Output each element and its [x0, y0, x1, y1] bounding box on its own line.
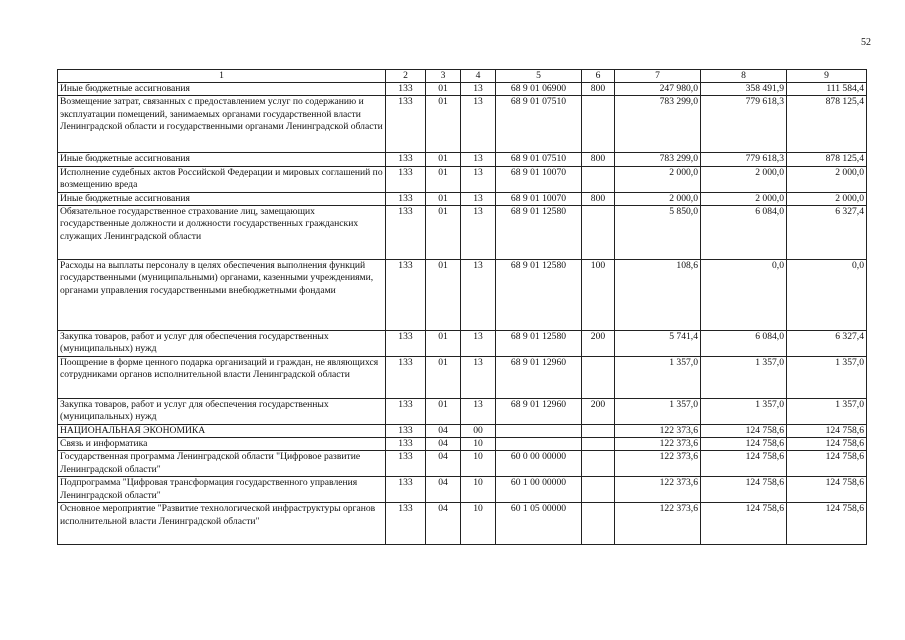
cell-y1: 1 357,0 [615, 356, 701, 398]
table-body [58, 83, 867, 545]
table-row [58, 206, 867, 260]
cell-rz: 01 [426, 398, 461, 424]
cell-y1: 2 000,0 [615, 166, 701, 192]
table-row [58, 477, 867, 503]
cell-csr: 60 1 00 00000 [496, 477, 582, 503]
cell-csr [496, 438, 582, 451]
cell-y3: 6 327,4 [787, 331, 867, 357]
cell-rz: 04 [426, 438, 461, 451]
column-header: 4 [461, 70, 496, 83]
cell-vr: 100 [582, 260, 615, 331]
table-row [58, 438, 867, 451]
table-row [58, 166, 867, 192]
cell-rz: 04 [426, 451, 461, 477]
cell-grbs: 133 [386, 398, 426, 424]
cell-y3: 111 584,4 [787, 83, 867, 96]
cell-vr: 800 [582, 83, 615, 96]
cell-vr [582, 166, 615, 192]
cell-csr: 68 9 01 12580 [496, 331, 582, 357]
cell-y2: 6 084,0 [701, 206, 787, 260]
cell-y1: 122 373,6 [615, 451, 701, 477]
cell-y1: 1 357,0 [615, 398, 701, 424]
cell-pr: 10 [461, 503, 496, 545]
cell-y2: 0,0 [701, 260, 787, 331]
cell-y3: 2 000,0 [787, 166, 867, 192]
cell-name: Обязательное государственное страхование лиц, замещающих государственные должности и должности государственных гражданских служащих Ленинградской области [58, 206, 386, 260]
cell-name: Связь и информатика [58, 438, 386, 451]
cell-vr [582, 438, 615, 451]
cell-pr: 10 [461, 438, 496, 451]
cell-pr: 13 [461, 206, 496, 260]
cell-vr [582, 451, 615, 477]
cell-y1: 783 299,0 [615, 96, 701, 153]
cell-csr: 68 9 01 07510 [496, 153, 582, 166]
cell-vr [582, 356, 615, 398]
cell-vr [582, 477, 615, 503]
table-row [58, 503, 867, 545]
cell-pr: 10 [461, 451, 496, 477]
cell-pr: 10 [461, 477, 496, 503]
cell-y1: 122 373,6 [615, 438, 701, 451]
cell-y2: 2 000,0 [701, 166, 787, 192]
cell-vr [582, 503, 615, 545]
budget-table [57, 69, 867, 545]
table-row [58, 83, 867, 96]
table-row [58, 398, 867, 424]
table-row [58, 260, 867, 331]
cell-y2: 2 000,0 [701, 192, 787, 205]
cell-y1: 783 299,0 [615, 153, 701, 166]
cell-y1: 5 741,4 [615, 331, 701, 357]
cell-name: Иные бюджетные ассигнования [58, 192, 386, 205]
table-row [58, 96, 867, 153]
column-header: 7 [615, 70, 701, 83]
cell-y3: 1 357,0 [787, 356, 867, 398]
cell-grbs: 133 [386, 166, 426, 192]
cell-y3: 124 758,6 [787, 438, 867, 451]
cell-vr [582, 96, 615, 153]
cell-name: Основное мероприятие "Развитие технологической инфраструктуры органов исполнительной власти Ленинградской области" [58, 503, 386, 545]
cell-csr: 60 0 00 00000 [496, 451, 582, 477]
cell-grbs: 133 [386, 153, 426, 166]
column-header: 9 [787, 70, 867, 83]
cell-pr: 13 [461, 398, 496, 424]
cell-name: Закупка товаров, работ и услуг для обеспечения государственных (муниципальных) нужд [58, 331, 386, 357]
cell-grbs: 133 [386, 96, 426, 153]
cell-vr: 800 [582, 153, 615, 166]
cell-rz: 01 [426, 331, 461, 357]
cell-rz: 01 [426, 166, 461, 192]
cell-y1: 122 373,6 [615, 503, 701, 545]
cell-y2: 124 758,6 [701, 424, 787, 437]
cell-y2: 779 618,3 [701, 153, 787, 166]
cell-y3: 124 758,6 [787, 451, 867, 477]
cell-vr [582, 424, 615, 437]
cell-rz: 04 [426, 477, 461, 503]
cell-y3: 124 758,6 [787, 424, 867, 437]
cell-csr: 68 9 01 12580 [496, 206, 582, 260]
cell-csr: 68 9 01 12580 [496, 260, 582, 331]
cell-rz: 04 [426, 424, 461, 437]
cell-y2: 124 758,6 [701, 477, 787, 503]
cell-y3: 878 125,4 [787, 153, 867, 166]
cell-y1: 122 373,6 [615, 477, 701, 503]
cell-y1: 247 980,0 [615, 83, 701, 96]
cell-name: Исполнение судебных актов Российской Федерации и мировых соглашений по возмещению вреда [58, 166, 386, 192]
cell-csr: 68 9 01 12960 [496, 398, 582, 424]
cell-pr: 13 [461, 96, 496, 153]
cell-grbs: 133 [386, 192, 426, 205]
column-header: 1 [58, 70, 386, 83]
cell-name: Возмещение затрат, связанных с предоставлением услуг по содержанию и эксплуатации помещений, занимаемых органами государственной власти Ленинградской области и государственными органами Ленинградской области [58, 96, 386, 153]
cell-y2: 6 084,0 [701, 331, 787, 357]
cell-y3: 6 327,4 [787, 206, 867, 260]
column-header: 2 [386, 70, 426, 83]
cell-y2: 124 758,6 [701, 451, 787, 477]
cell-pr: 13 [461, 153, 496, 166]
cell-grbs: 133 [386, 503, 426, 545]
cell-grbs: 133 [386, 331, 426, 357]
cell-grbs: 133 [386, 260, 426, 331]
cell-grbs: 133 [386, 424, 426, 437]
cell-y3: 0,0 [787, 260, 867, 331]
cell-grbs: 133 [386, 83, 426, 96]
cell-rz: 04 [426, 503, 461, 545]
column-header: 6 [582, 70, 615, 83]
cell-csr [496, 424, 582, 437]
cell-csr: 68 9 01 10070 [496, 192, 582, 205]
table-row [58, 424, 867, 437]
cell-rz: 01 [426, 153, 461, 166]
cell-y2: 1 357,0 [701, 398, 787, 424]
cell-pr: 13 [461, 331, 496, 357]
column-header: 5 [496, 70, 582, 83]
cell-pr: 13 [461, 356, 496, 398]
cell-y3: 124 758,6 [787, 503, 867, 545]
cell-name: Расходы на выплаты персоналу в целях обеспечения выполнения функций государственными (муниципальными) органами, казенными учреждениями, органами управления государственными внебюджетными фондами [58, 260, 386, 331]
table-row [58, 356, 867, 398]
cell-grbs: 133 [386, 356, 426, 398]
page-number: 52 [861, 37, 871, 48]
cell-csr: 68 9 01 07510 [496, 96, 582, 153]
column-header: 8 [701, 70, 787, 83]
cell-pr: 13 [461, 260, 496, 331]
cell-vr: 200 [582, 398, 615, 424]
cell-y2: 124 758,6 [701, 438, 787, 451]
cell-y2: 124 758,6 [701, 503, 787, 545]
cell-grbs: 133 [386, 206, 426, 260]
cell-name: Иные бюджетные ассигнования [58, 83, 386, 96]
cell-y2: 358 491,9 [701, 83, 787, 96]
cell-y2: 779 618,3 [701, 96, 787, 153]
cell-vr: 200 [582, 331, 615, 357]
cell-rz: 01 [426, 96, 461, 153]
table-row [58, 451, 867, 477]
cell-vr: 800 [582, 192, 615, 205]
table-row [58, 331, 867, 357]
cell-grbs: 133 [386, 451, 426, 477]
cell-csr: 68 9 01 06900 [496, 83, 582, 96]
cell-rz: 01 [426, 260, 461, 331]
cell-pr: 13 [461, 192, 496, 205]
cell-grbs: 133 [386, 438, 426, 451]
header-row [58, 70, 867, 83]
cell-y1: 122 373,6 [615, 424, 701, 437]
cell-y1: 5 850,0 [615, 206, 701, 260]
cell-name: Государственная программа Ленинградской области "Цифровое развитие Ленинградской области" [58, 451, 386, 477]
cell-y1: 108,6 [615, 260, 701, 331]
cell-rz: 01 [426, 83, 461, 96]
cell-name: Подпрограмма "Цифровая трансформация государственного управления Ленинградской области" [58, 477, 386, 503]
cell-csr: 68 9 01 10070 [496, 166, 582, 192]
cell-pr: 13 [461, 83, 496, 96]
cell-pr: 00 [461, 424, 496, 437]
cell-y3: 2 000,0 [787, 192, 867, 205]
cell-name: Иные бюджетные ассигнования [58, 153, 386, 166]
cell-rz: 01 [426, 206, 461, 260]
column-header: 3 [426, 70, 461, 83]
cell-rz: 01 [426, 356, 461, 398]
cell-vr [582, 206, 615, 260]
cell-y3: 124 758,6 [787, 477, 867, 503]
cell-name: НАЦИОНАЛЬНАЯ ЭКОНОМИКА [58, 424, 386, 437]
table-row [58, 153, 867, 166]
cell-y2: 1 357,0 [701, 356, 787, 398]
cell-y3: 1 357,0 [787, 398, 867, 424]
cell-name: Закупка товаров, работ и услуг для обеспечения государственных (муниципальных) нужд [58, 398, 386, 424]
cell-pr: 13 [461, 166, 496, 192]
table-row [58, 192, 867, 205]
cell-rz: 01 [426, 192, 461, 205]
cell-grbs: 133 [386, 477, 426, 503]
cell-csr: 68 9 01 12960 [496, 356, 582, 398]
cell-csr: 60 1 05 00000 [496, 503, 582, 545]
cell-name: Поощрение в форме ценного подарка организаций и граждан, не являющихся сотрудниками органов исполнительной власти Ленинградской области [58, 356, 386, 398]
cell-y1: 2 000,0 [615, 192, 701, 205]
cell-y3: 878 125,4 [787, 96, 867, 153]
